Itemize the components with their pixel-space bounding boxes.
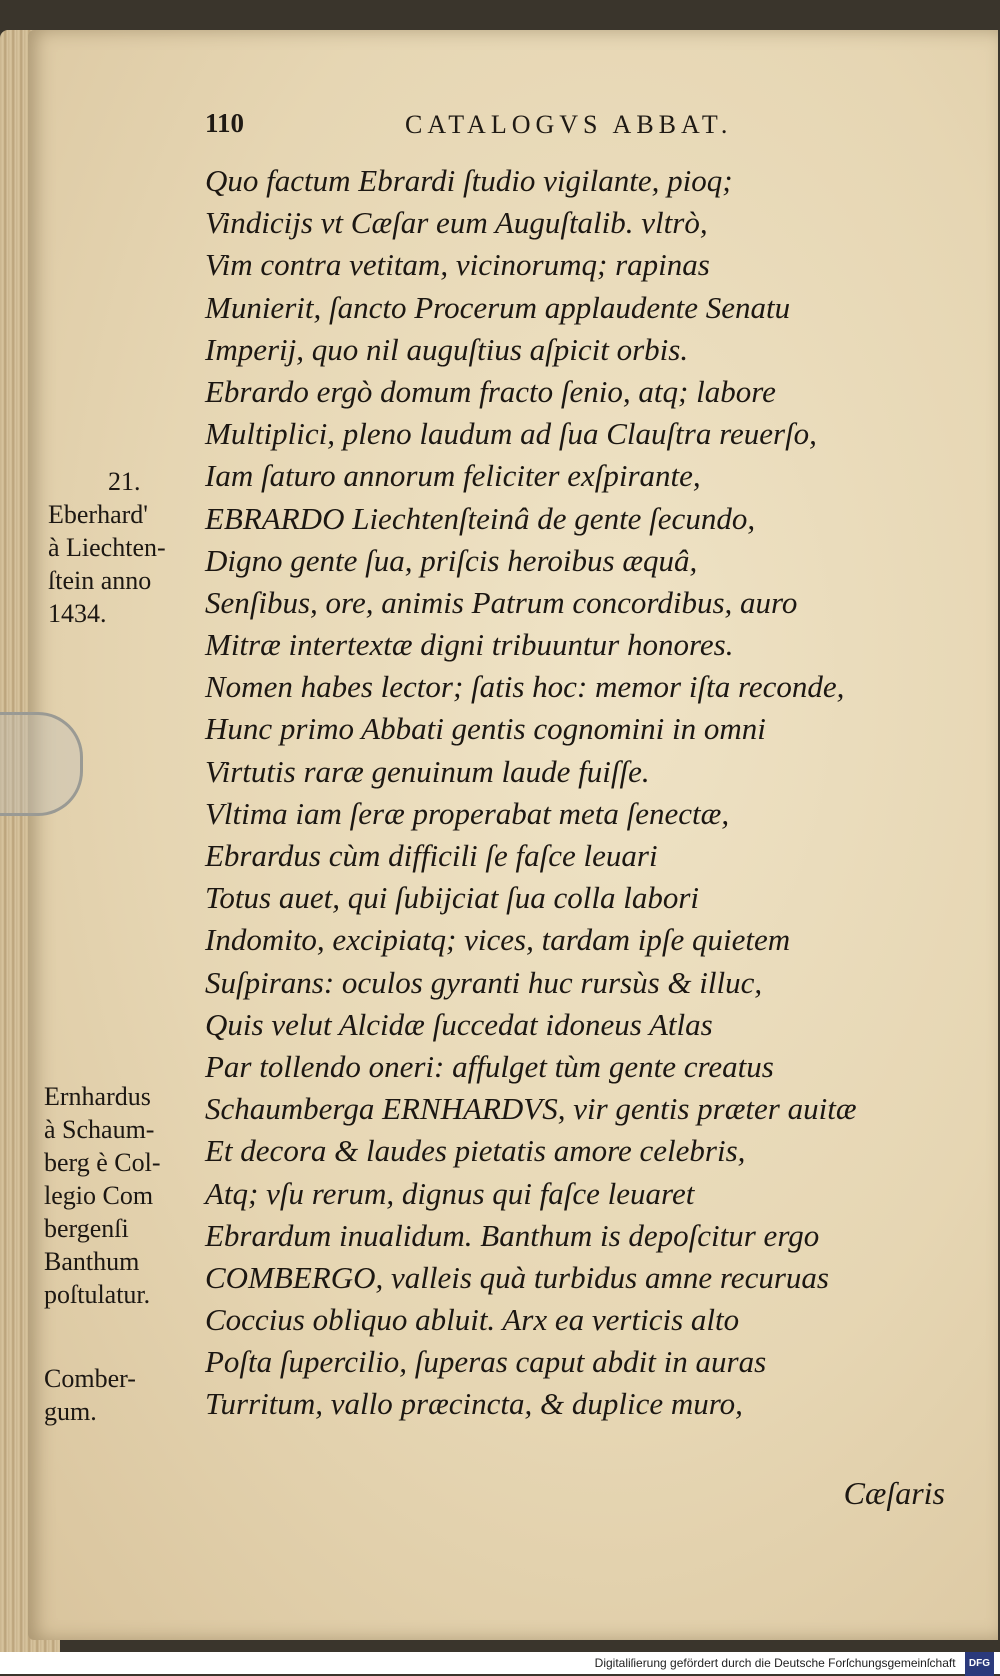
margin-note-combergum [44,1362,136,1428]
poem-text [205,160,950,1426]
page-number: 110 [205,108,245,138]
text-line: Senſibus, ore, animis Patrum concordibus, auro [205,584,798,620]
text-line: Imperij, quo nil auguſtius aſpicit orbis. [205,331,689,367]
margin-note-ernhardus [44,1080,161,1311]
margin-note-eberhard [48,465,166,630]
text-line: Quis velut Alcidæ ſuccedat idoneus Atlas [205,1006,713,1042]
page-clip [0,712,83,816]
running-head [205,108,805,148]
margin-note-line: berg è Col- [44,1148,161,1177]
digitization-credit-bar [0,1652,1000,1674]
text-line: Turritum, vallo præcincta, & duplice muro, [205,1386,743,1422]
text-line: Et decora & laudes pietatis amore celebris, [205,1133,746,1169]
text-line: Poſta ſupercilio, ſuperas caput abdit in auras [205,1344,767,1380]
text-line: Par tollendo oneri: affulget tùm gente creatus [205,1048,774,1084]
text-line: Indomito, excipiatq; vices, tardam ipſe quietem [205,922,791,958]
margin-note-line: Banthum [44,1247,140,1276]
margin-note-line: bergenſi [44,1214,129,1243]
text-line: Mitræ intertextæ digni tribuuntur honores. [205,627,734,663]
text-line: Munierit, ſancto Procerum applaudente Senatu [205,289,791,325]
text-line: Ebrardus cùm difficili ſe faſce leuari [205,838,658,873]
margin-note-line: Eberhard' [48,500,148,529]
margin-note-line: à Schaum- [44,1115,155,1144]
text-line: Ebrardo ergò domum fracto ſenio, atq; labore [205,373,776,409]
dfg-logo: DFG [965,1652,994,1676]
text-line: Ebrardum inualidum. Banthum is depoſcitur ergo [205,1217,820,1253]
text-line: Schaumberga ERNHARDVS, vir gentis præter auitæ [205,1091,857,1127]
margin-note-line: Comber- [44,1364,136,1393]
text-line: Digno gente ſua, priſcis heroibus æquâ, [205,542,698,578]
margin-note-line: gum. [44,1397,97,1426]
margin-note-line: ſtein anno [48,566,152,595]
margin-note-line: legio Com [44,1181,154,1210]
text-line: Vltima iam ſeræ properabat meta ſenectæ, [205,795,730,831]
text-line: Hunc primo Abbati gentis cognomini in omni [205,711,766,747]
text-line: EBRARDO Liechtenſteinâ de gente ſecundo, [205,500,756,536]
catchword: Cæſaris [843,1475,945,1511]
text-line: Totus auet, qui ſubijciat ſua colla labori [205,880,700,916]
text-line: Atq; vſu rerum, dignus qui faſce leuaret [205,1175,695,1211]
running-title: CATALOGVS ABBAT. [405,110,733,139]
margin-note-line: poſtulatur. [44,1280,151,1309]
text-line: Multiplici, pleno laudum ad ſua Clauſtra reuerſo, [205,416,817,452]
text-line: Vindicijs vt Cæſar eum Auguſtalib. vltrò, [205,205,708,241]
text-line: COMBERGO, valleis quà turbidus amne recuruas [205,1259,829,1295]
margin-note-line: à Liechten- [48,533,166,562]
text-line: Suſpirans: oculos gyranti huc rursùs & illuc, [205,964,763,1000]
text-line: Coccius obliquo abluit. Arx ea verticis alto [205,1302,740,1338]
credit-text: Digitaliſierung gefördert durch die Deutsche Forſchungsgemeinſchaft [594,1656,956,1671]
text-line: Quo factum Ebrardi ſtudio vigilante, pioq; [205,163,733,198]
text-line: Virtutis raræ genuinum laude fuiſſe. [205,753,650,789]
text-line: Nomen habes lector; ſatis hoc: memor iſta reconde, [205,669,845,705]
margin-note-line: Ernhardus [44,1082,151,1111]
margin-note-line: 1434. [48,599,107,628]
text-line: Iam ſaturo annorum feliciter exſpirante, [205,458,701,494]
margin-note-line: 21. [108,467,141,496]
text-line: Vim contra vetitam, vicinorumq; rapinas [205,247,710,283]
